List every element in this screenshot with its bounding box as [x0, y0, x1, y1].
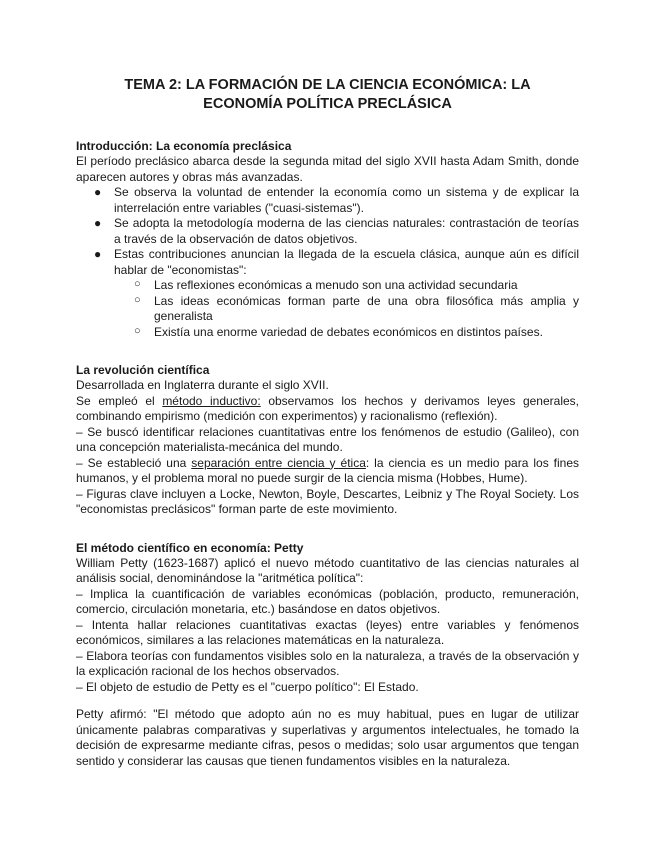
text-run: observamos los hechos y derivamos leyes generales, combinando empirismo (medición con experimentos) y racionalismo (reflexión). — [76, 393, 579, 423]
list-item — [76, 247, 579, 340]
paragraph: Desarrollada en Inglaterra durante el siglo XVII. — [76, 378, 329, 392]
list-item — [76, 216, 579, 247]
hollow-bullet-icon: ○ — [134, 324, 141, 337]
hollow-bullet-icon: ○ — [134, 278, 141, 290]
paragraph — [76, 456, 579, 487]
paragraph: – Implica la cuantificación de variables económicas (población, producto, remuneración, comercio, circulación monetaria, etc.) basándose en datos objetivos. — [76, 586, 579, 616]
bullet-icon: ● — [94, 247, 102, 261]
section-heading: Introducción: La economía preclásica — [76, 139, 292, 153]
paragraph: – Figuras clave incluyen a Locke, Newton, Boyle, Descartes, Leibniz y The Royal Society. Los "economistas preclásicos" forman parte de este movimiento. — [76, 486, 579, 516]
quote-paragraph: Petty afirmó: "El método que adopto aún no es muy habitual, pues en lugar de utilizar únicamente palabras comparativas y superlativas y argumentos intelectuales, he tomado la decisión de expresarme mediante cifras, pesos o medidas; solo usar argumentos que tengan sentido y considerar las causas que tienen fundamentos visibles en la naturaleza. — [76, 707, 579, 768]
list-item-text: Estas contribuciones anuncian la llegada de la escuela clásica, aunque aún es difícil hablar de "economistas": — [114, 247, 579, 277]
paragraph: – Elabora teorías con fundamentos visibles solo en la naturaleza, a través de la observación y la explicación racional de los hechos observados. — [76, 648, 579, 678]
list-item-text: Existía una enorme variedad de debates económicos en distintos países. — [154, 324, 543, 339]
underlined-term: separación entre ciencia y ética — [191, 455, 366, 470]
sub-list-item — [114, 325, 579, 341]
list-item-text: Se adopta la metodología moderna de las ciencias naturales: contrastación de teorías a través de la observación de datos objetivos. — [114, 216, 579, 246]
list-item — [76, 185, 579, 216]
paragraph: William Petty (1623-1687) aplicó el nuevo método cuantitativo de las ciencias naturales al análisis social, denominándose la "aritmética política": — [76, 555, 579, 585]
section-heading: El método científico en economía: Petty — [76, 540, 304, 555]
bullet-list — [76, 185, 579, 340]
paragraph — [76, 394, 579, 425]
sub-list-item — [114, 294, 579, 325]
bullet-icon: ● — [94, 216, 102, 230]
sub-bullet-list — [114, 278, 579, 340]
section-introduccion — [76, 138, 579, 340]
text-run: – Se estableció una — [76, 455, 192, 470]
paragraph: – Intenta hallar relaciones cuantitativas exactas (leyes) entre variables y fenómenos económicos, similares a las relaciones matemáticas en la naturaleza. — [76, 617, 579, 647]
list-item-text: Se observa la voluntad de entender la economía como un sistema y de explicar la interrelación entre variables ("cuasi-sistemas"). — [114, 185, 579, 215]
underlined-term: método inductivo: — [162, 393, 261, 408]
paragraph: El período preclásico abarca desde la segunda mitad del siglo XVII hasta Adam Smith, donde aparecen autores y obras más avanzadas. — [76, 154, 579, 184]
section-revolucion — [76, 362, 579, 518]
sub-list-item — [114, 278, 579, 294]
section-heading: La revolución científica — [76, 363, 210, 377]
list-item-text: Las ideas económicas forman parte de una obra filosófica más amplia y generalista — [154, 293, 579, 323]
text-run: Se empleó el — [76, 393, 163, 408]
bullet-icon: ● — [94, 185, 102, 199]
text-run: : la ciencia es un medio para los fines humanos, y el problema moral no puede surgir de la ciencia misma (Hobbes, Hume). — [76, 455, 580, 485]
paragraph: – El objeto de estudio de Petty es el "cuerpo político": El Estado. — [76, 679, 419, 694]
document-title: TEMA 2: LA FORMACIÓN DE LA CIENCIA ECONÓMICA: LA ECONOMÍA POLÍTICA PRECLÁSICA — [124, 77, 531, 112]
list-item-text: Las reflexiones económicas a menudo son una actividad secundaria — [154, 278, 518, 292]
paragraph: – Se buscó identificar relaciones cuantitativas entre los fenómenos de estudio (Galileo), con una concepción materialista-mecánica del mundo. — [76, 424, 579, 454]
section-petty — [76, 540, 579, 770]
hollow-bullet-icon: ○ — [134, 293, 141, 306]
